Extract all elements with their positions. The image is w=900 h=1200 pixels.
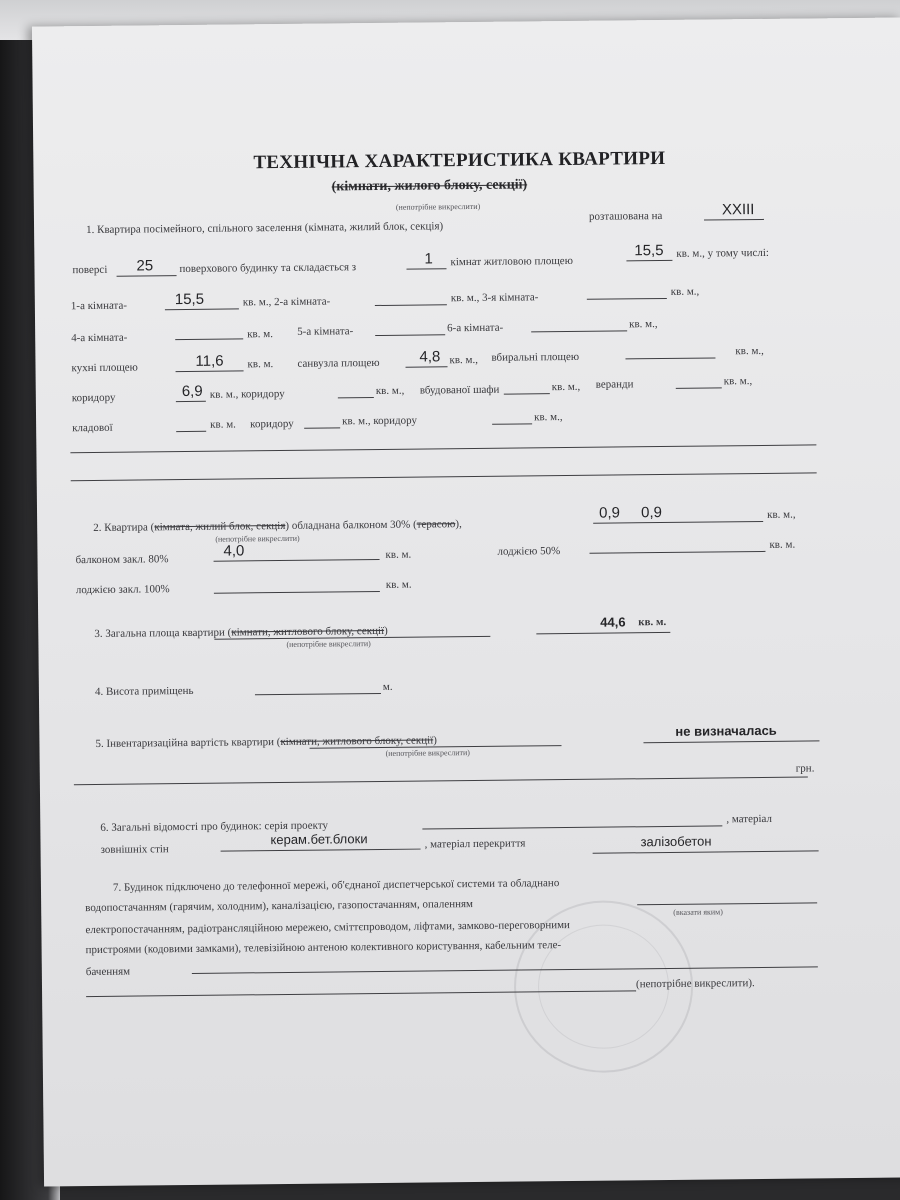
s3-note: (непотрібне викреслити)	[286, 639, 371, 649]
s7-note-inline: (вказати яким)	[673, 907, 723, 917]
floors-value: залізобетон	[640, 833, 712, 850]
room3-label: кв. м., 3-я кімната-	[450, 291, 539, 305]
corr3-label: коридору	[250, 417, 294, 431]
pantry-label: кладової	[72, 421, 113, 435]
s3-label: 3. Загальна площа квартири (кімнати, житлового блоку, секції)	[94, 624, 388, 640]
s6-material-label: , матеріал	[726, 812, 773, 826]
s7-line2: водопостачанням (гарячим, холодним), каналізацією, газопостачанням, опаленням	[85, 898, 474, 915]
loggia-label: лоджією 50%	[497, 545, 561, 558]
kitchen-label: кухні площею	[71, 361, 138, 375]
inventory-value: не визначалась	[675, 722, 777, 739]
balcony-value-1: 0,9	[598, 504, 621, 522]
s7-line1: 7. Будинок підключено до телефонної мережі, об'єднаної диспетчерської системи та обладнано	[112, 877, 560, 894]
closed-balcony-value: 4,0	[223, 542, 245, 560]
room1-value: 15,5	[174, 290, 205, 309]
loggia-unit: кв. м.	[769, 538, 796, 551]
corr4-unit: кв. м.,	[534, 411, 563, 424]
bath-value: 4,8	[419, 348, 441, 366]
wardrobe-unit: кв. м.,	[551, 380, 581, 394]
corridor-value: 6,9	[181, 382, 203, 401]
total-area-unit: кв. м.	[638, 615, 667, 629]
closed-balcony-unit: кв. м.	[385, 548, 412, 561]
s2-note: (непотрібне викреслити)	[215, 533, 300, 544]
room4-label: 4-а кімната-	[71, 331, 128, 345]
kitchen-value: 11,6	[195, 352, 224, 370]
s5-label: 5. Інвентаризаційна вартість квартири (кімнати, житлового блоку, секції)	[95, 734, 437, 750]
closed-loggia-unit: кв. м.	[385, 578, 412, 591]
s2-label: 2. Квартира (кімната, жилий блок, секція) обладнана балконом 30% (терасою),	[93, 518, 462, 534]
document-title: ТЕХНІЧНА ХАРАКТЕРИСТИКА КВАРТИРИ	[253, 147, 666, 174]
walls-value: керам.бет.блоки	[270, 831, 368, 848]
living-area-unit: кв. м., у тому числі:	[676, 246, 770, 260]
closed-loggia-label: лоджією закл. 100%	[75, 583, 170, 597]
balcony-value-2: 0,9	[640, 504, 663, 522]
divider-1	[70, 444, 816, 453]
header-note: (непотрібне викреслити)	[395, 201, 481, 212]
s7-line4: пристроями (кодовими замками), телевізійною антеною колективного користування, кабельним теле-	[85, 939, 562, 957]
divider-2	[71, 472, 817, 481]
document-subtitle: (кімнати, жилого блоку, секції)	[331, 177, 528, 195]
floor-value: XXIII	[721, 201, 755, 219]
room6-unit: кв. м.,	[629, 318, 658, 331]
bath-label: санвузла площею	[297, 356, 380, 370]
s7-line3: електропостачанням, радіотрансляційною мережею, сміттєпроводом, ліфтами, замково-переговорними	[85, 919, 570, 937]
rooms-label: кімнат житловою площею	[450, 254, 573, 269]
s6-label: 6. Загальні відомості про будинок: серія проекту	[100, 819, 329, 834]
pantry-unit: кв. м.	[210, 418, 236, 431]
s1-label: 1. Квартира посімейного, спільного заселення (кімната, жилий блок, секція)	[86, 220, 444, 237]
room1-label: 1-а кімната-	[70, 299, 128, 313]
room6-label: 6-а кімната-	[447, 321, 504, 335]
kitchen-unit: кв. м.	[247, 358, 274, 371]
rooms-value: 1	[424, 250, 433, 268]
s1-located: розташована на	[588, 209, 663, 223]
floors-label: , матеріал перекриття	[424, 837, 526, 851]
corridor-unit: кв. м., коридору	[209, 387, 285, 401]
floor-label: поверсі	[72, 263, 108, 277]
corridor-label: коридору	[71, 391, 116, 405]
room5-label: 5-а кімната-	[297, 325, 354, 338]
walls-label: зовнішніх стін	[100, 843, 169, 856]
room3-unit: кв. м.,	[670, 285, 700, 298]
toilet-unit: кв. м.,	[735, 344, 764, 358]
veranda-unit: кв. м.,	[723, 375, 753, 388]
closed-balcony-label: балконом закл. 80%	[75, 553, 169, 567]
inventory-unit: грн.	[795, 762, 815, 775]
corridor2-unit: кв. м.,	[375, 384, 405, 398]
toilet-label: вбиральні площею	[491, 350, 580, 364]
s5-note: (непотрібне викреслити)	[385, 748, 470, 758]
storeys-value: 25	[136, 257, 154, 275]
veranda-label: веранди	[595, 378, 634, 391]
balcony-unit: кв. м.,	[767, 508, 796, 521]
s7-line5: баченням	[85, 965, 131, 979]
storeys-label: поверхового будинку та складається з	[179, 261, 357, 276]
corr3-unit: кв. м., коридору	[342, 414, 418, 428]
document-sheet	[32, 17, 900, 1186]
s4-unit: м.	[382, 680, 393, 693]
wardrobe-label: вбудованої шафи	[419, 383, 500, 397]
total-area-value: 44,6	[600, 614, 626, 630]
bath-unit: кв. м.,	[449, 353, 479, 367]
living-area-value: 15,5	[634, 241, 664, 260]
s4-label: 4. Висота приміщень	[94, 684, 194, 698]
s7-note-end: (непотрібне викреслити).	[635, 977, 755, 991]
room2-label: кв. м., 2-а кімната-	[242, 295, 331, 309]
room4-unit: кв. м.	[247, 328, 273, 341]
